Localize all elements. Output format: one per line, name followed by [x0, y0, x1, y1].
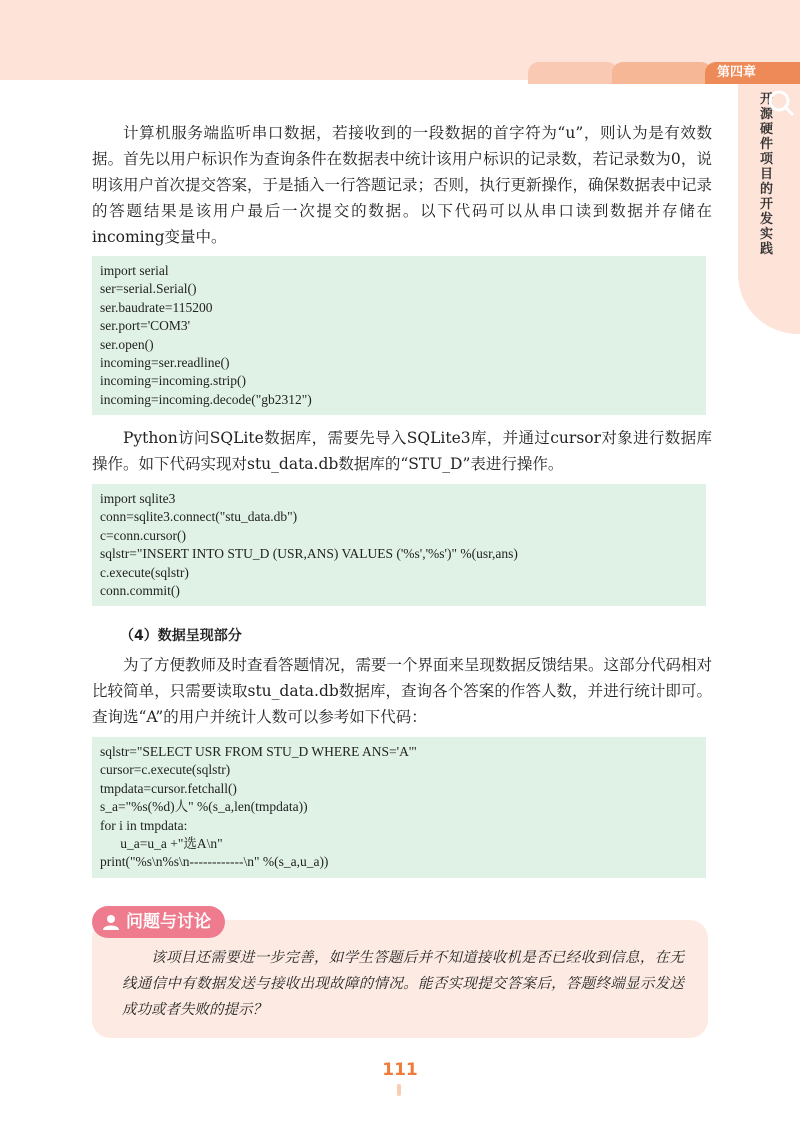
code-line: c.execute(sqlstr) [100, 564, 189, 580]
code-line: ser.open() [100, 336, 154, 352]
code-block-serial [92, 256, 706, 415]
header-tab-decor [612, 62, 712, 84]
code-line: import sqlite3 [100, 491, 176, 506]
code-line: for i in tmpdata: [100, 817, 188, 833]
discussion-text: 该项目还需要进一步完善，如学生答题后并不知道接收机是否已经收到信息，在无线通信中有数据发送与接收出现故障的情况。能否实现提交答案后，答题终端显示发送成功或者失败的提示？ [122, 950, 684, 1018]
person-icon [102, 913, 120, 931]
code-line: import serial [100, 263, 169, 278]
code-line: incoming=incoming.decode("gb2312") [100, 391, 312, 407]
header-tab-decor [528, 62, 618, 84]
chapter-label: 第四章 [705, 62, 800, 84]
discussion-title: 问题与讨论 [126, 912, 211, 932]
paragraph-1: 计算机服务端监听串口数据，若接收到的一段数据的首字符为“u”，则认为是有效数据。首先以用户标识作为查询条件在数据表中统计该用户标识的记录数，若记录数为0，说明该用户首次提交答案，于是插入一行答题记录；否则，执行更新操作，确保数据表中记录的答题结果是该用户最后一次提交的数据。以下代码可以从串口读到数据并存储在incoming变量中。 [92, 124, 713, 246]
code-line: sqlstr="INSERT INTO STU_D (USR,ANS) VALUES ('%s','%s')" %(usr,ans) [100, 546, 518, 562]
code-line: ser.port='COM3' [100, 318, 191, 334]
code-block-query [92, 737, 706, 878]
code-line: conn.commit() [100, 583, 180, 599]
code-line: sqlstr="SELECT USR FROM STU_D WHERE ANS='A'" [100, 744, 417, 759]
code-line: conn=sqlite3.connect("stu_data.db") [100, 509, 298, 525]
paragraph-3: 为了方便教师及时查看答题情况，需要一个界面来呈现数据反馈结果。这部分代码相对比较简单，只需要读取stu_data.db数据库，查询各个答案的作答人数，并进行统计即可。查询选“A”的用户并统计人数可以参考如下代码： [92, 656, 713, 726]
code-line: print("%s\n%s\n------------\n" %(s_a,u_a)) [100, 854, 329, 870]
section-heading: （4）数据呈现部分 [120, 628, 242, 644]
page-number-decor [397, 1084, 401, 1096]
code-line: incoming=ser.readline() [100, 355, 230, 371]
side-chapter-title: 开源硬件项目的开发实践 [760, 92, 774, 257]
code-block-sqlite [92, 484, 706, 606]
code-line: ser=serial.Serial() [100, 281, 197, 297]
code-line: ser.baudrate=115200 [100, 299, 213, 315]
magnifier-icon [764, 86, 794, 116]
discussion-badge [92, 906, 225, 938]
code-line: tmpdata=cursor.fetchall() [100, 780, 237, 796]
code-line: c=conn.cursor() [100, 527, 186, 543]
code-line: u_a=u_a +"选A\n" [100, 836, 223, 852]
code-line: s_a="%s(%d)人" %(s_a,len(tmpdata)) [100, 799, 308, 815]
page-number: 111 [382, 1060, 418, 1080]
paragraph-2: Python访问SQLite数据库，需要先导入SQLite3库，并通过cursor对象进行数据库操作。如下代码实现对stu_data.db数据库的“STU_D”表进行操作。 [92, 429, 712, 473]
code-line: cursor=c.execute(sqlstr) [100, 762, 231, 778]
code-line: incoming=incoming.strip() [100, 373, 246, 389]
